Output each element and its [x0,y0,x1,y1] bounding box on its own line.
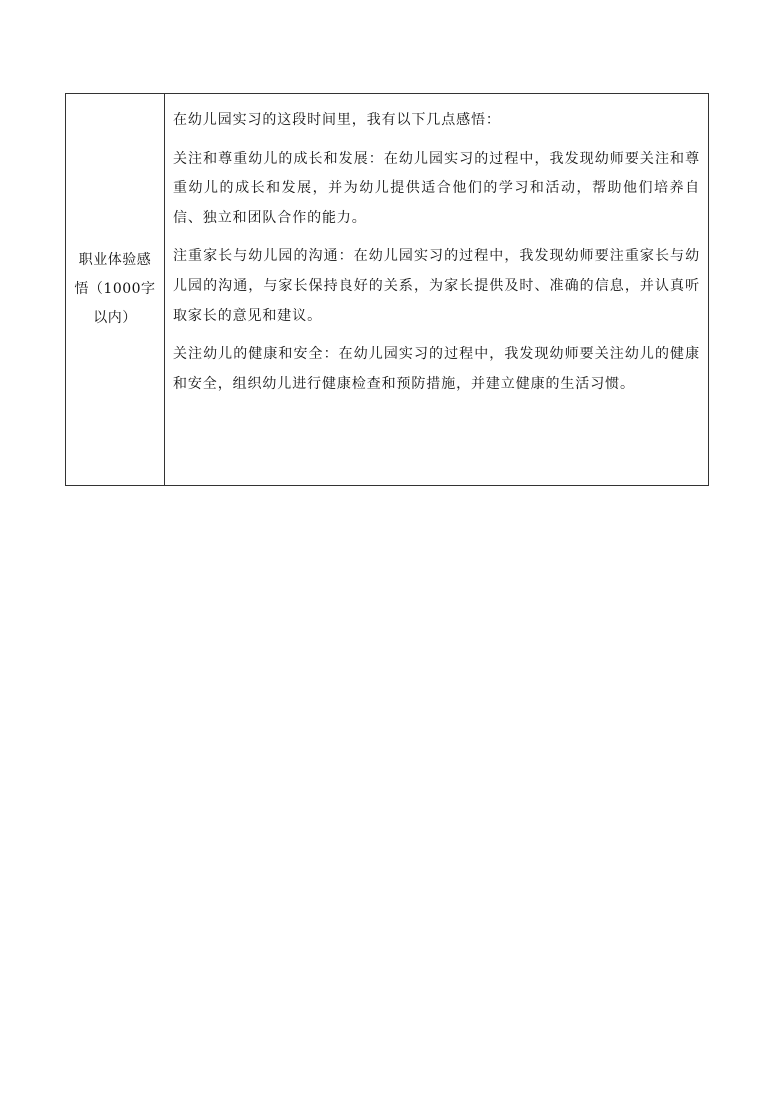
paragraph-health-safety: 关注幼儿的健康和安全：在幼儿园实习的过程中，我发现幼师要关注幼儿的健康和安全，组织幼儿进行健康检查和预防措施，并建立健康的生活习惯。 [173,346,700,392]
content-cell [165,94,708,485]
paragraph-respect-children: 关注和尊重幼儿的成长和发展：在幼儿园实习的过程中，我发现幼师要关注和尊重幼儿的成长和发展，并为幼儿提供适合他们的学习和活动，帮助他们培养自信、独立和团队合作的能力。 [173,150,700,226]
experience-table [65,93,709,486]
label-cell [66,94,165,485]
paragraph-intro: 在幼儿园实习的这段时间里，我有以下几点感悟： [173,112,501,128]
paragraph-parent-communication: 注重家长与幼儿园的沟通：在幼儿园实习的过程中，我发现幼师要注重家长与幼儿园的沟通，与家长保持良好的关系，为家长提供及时、准确的信息，并认真听取家长的意见和建议。 [173,248,700,324]
row-label: 职业体验感悟（1000字以内） [74,252,156,326]
